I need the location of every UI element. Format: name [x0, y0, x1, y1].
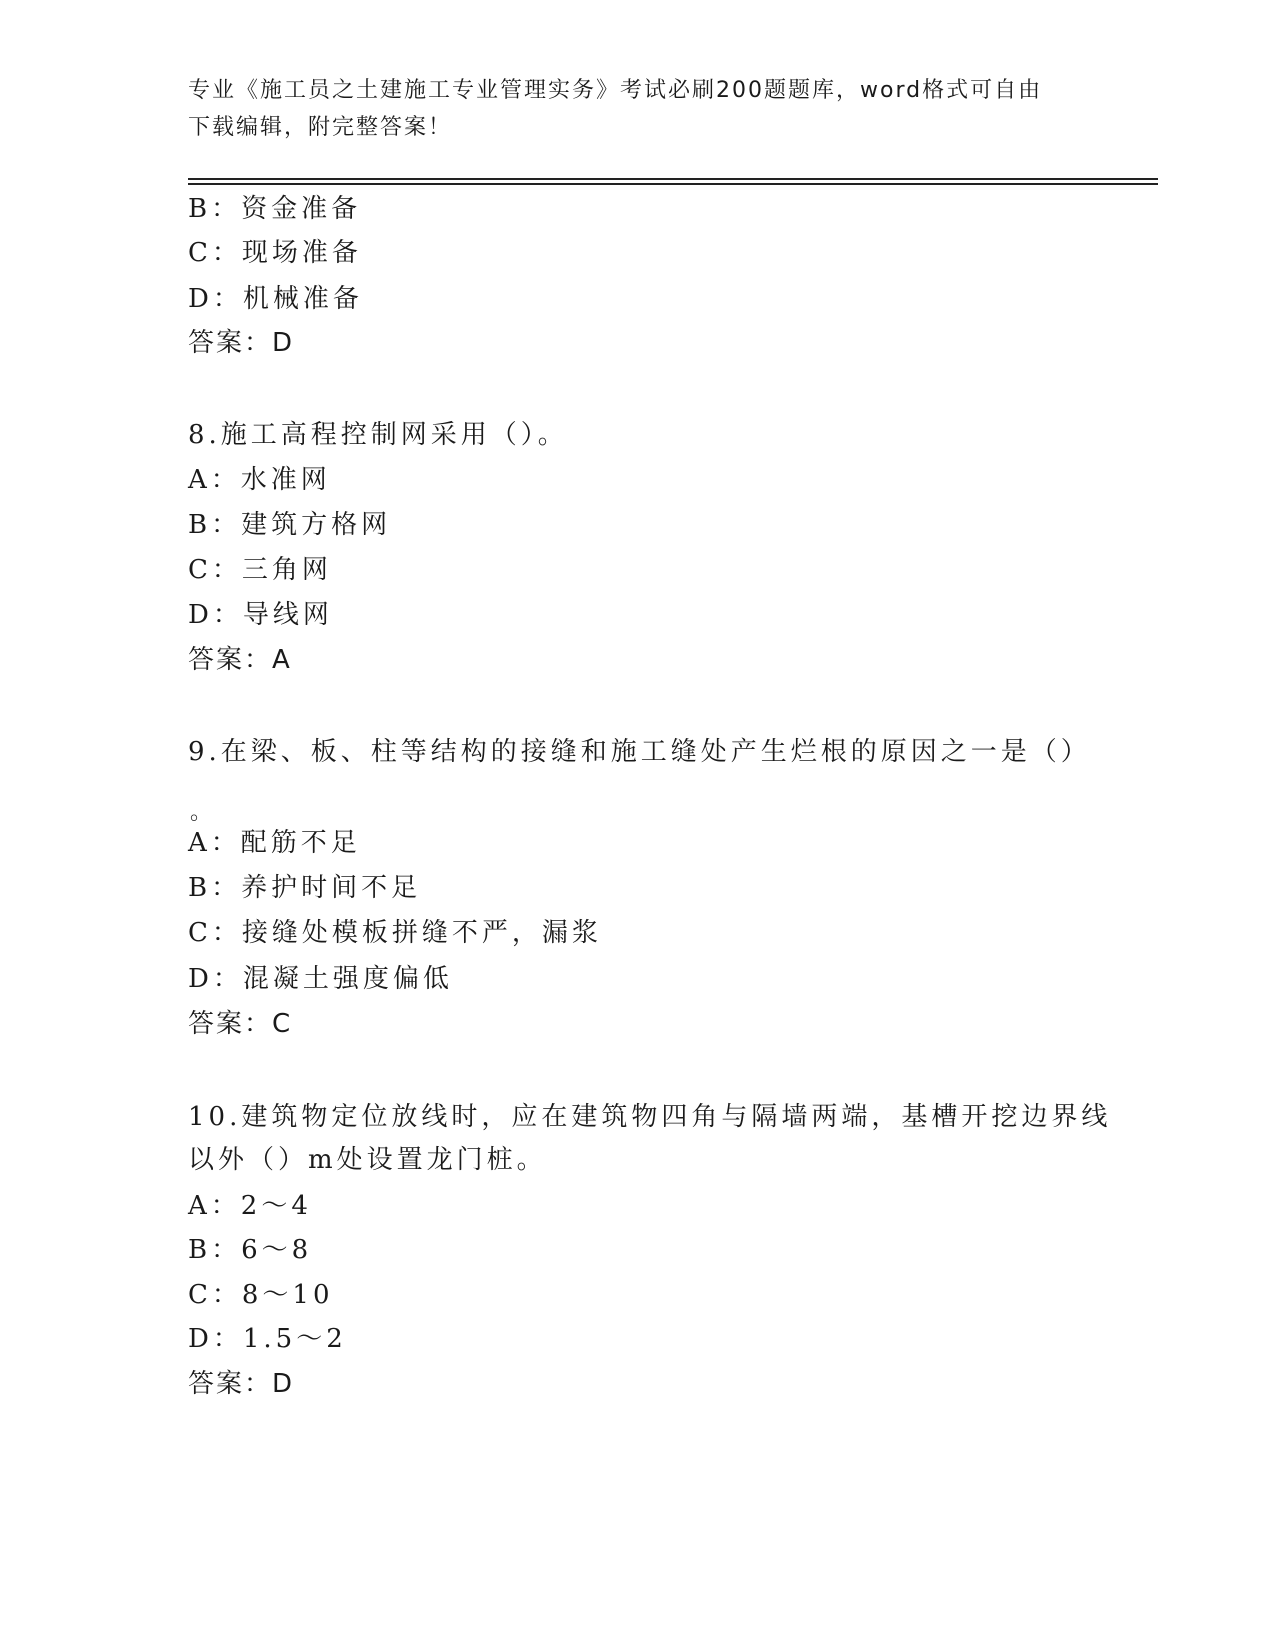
- header-divider-top: [188, 178, 1158, 180]
- q8-question: 8.施工高程控制网采用（）。: [188, 420, 568, 450]
- q9-option-d: D：混凝土强度偏低: [188, 964, 453, 994]
- q8-option-b: B：建筑方格网: [188, 510, 392, 540]
- q9-option-c: C：接缝处模板拼缝不严，漏浆: [188, 918, 602, 948]
- q10-question-line-1: 10.建筑物定位放线时，应在建筑物四角与隔墙两端，基槽开挖边界线: [188, 1102, 1112, 1132]
- q10-option-c: C：8～10: [188, 1280, 334, 1310]
- q10-answer: 答案：D: [188, 1369, 295, 1399]
- q10-option-a: A：2～4: [188, 1191, 312, 1221]
- q10-option-b: B：6～8: [188, 1235, 313, 1265]
- q8-option-c: C：三角网: [188, 555, 332, 585]
- header-line-1: 专业《施工员之土建施工专业管理实务》考试必刷200题题库，word格式可自由: [188, 78, 1043, 103]
- q9-answer: 答案：C: [188, 1009, 293, 1039]
- q8-option-a: A：水准网: [188, 465, 331, 495]
- q7-option-b: B：资金准备: [188, 194, 362, 224]
- q10-option-d: D：1.5～2: [188, 1324, 347, 1354]
- q10-question-line-2: 以外（）m处设置龙门桩。: [188, 1145, 547, 1175]
- q8-option-d: D：导线网: [188, 600, 333, 630]
- q9-question-continuation: 。: [190, 800, 213, 825]
- q7-answer: 答案：D: [188, 328, 295, 358]
- header-line-2: 下载编辑，附完整答案！: [188, 115, 453, 140]
- document-header: [188, 72, 1068, 146]
- q9-question: 9.在梁、板、柱等结构的接缝和施工缝处产生烂根的原因之一是（）: [188, 737, 1091, 767]
- q7-option-c: C：现场准备: [188, 238, 362, 268]
- q9-option-a: A：配筋不足: [188, 828, 361, 858]
- q7-option-d: D：机械准备: [188, 284, 363, 314]
- header-divider-bottom: [188, 183, 1158, 185]
- q9-option-b: B：养护时间不足: [188, 873, 422, 903]
- q8-answer: 答案：A: [188, 645, 292, 675]
